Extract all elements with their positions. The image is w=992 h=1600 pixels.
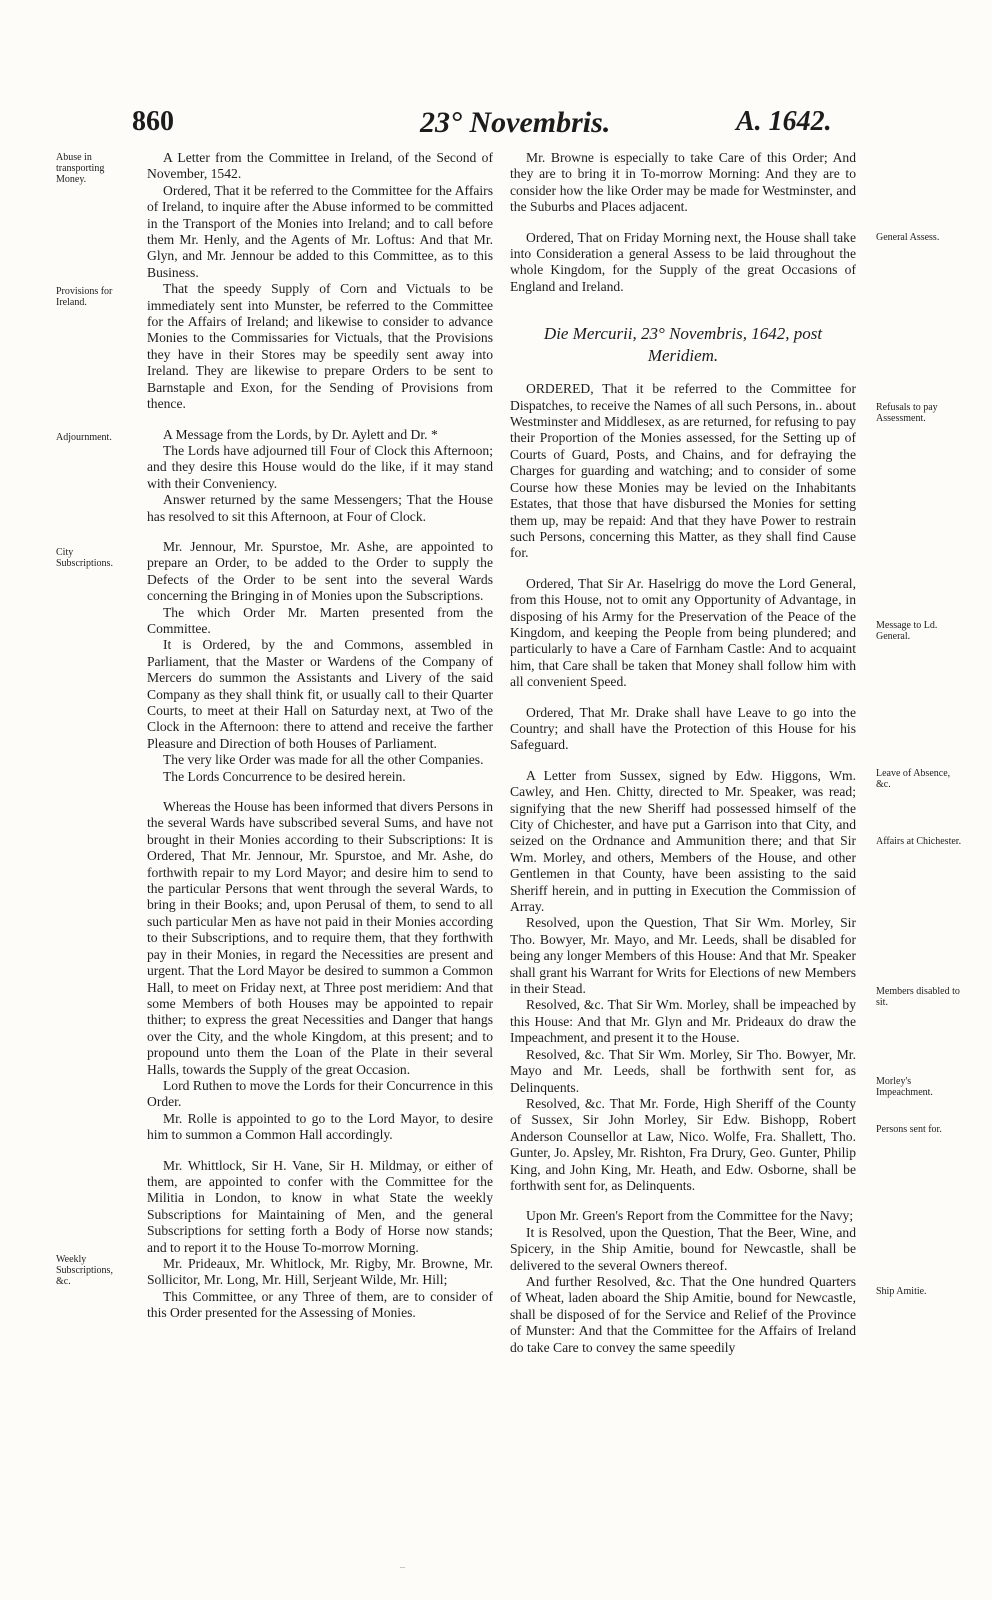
paragraph: Resolved, upon the Question, That Sir Wm. Morley, Sir Tho. Bowyer, Mr. Mayo, and Mr. Leeds, shall be disabled for being any longer Members of this House: And that Mr. Speaker shall grant his Warrant for Writs for Elections of new Members in their Stead. xyxy=(510,915,856,997)
paragraph: Ordered, That Sir Ar. Haselrigg do move the Lord General, from this House, not to omit any Opportunity of Advantage, in disposing of his Army for the Preservation of the Peace of the Kingdom, and keeping the People from being plundered; and particularly to have a Care of Farnham Castle: And to acquaint him, that Care shall be taken that Money shall follow him with all convenient Speed. xyxy=(510,575,856,690)
margin-note: Abuse in transporting Money. xyxy=(56,152,105,185)
paragraph: It is Ordered, by the and Commons, assembled in Parliament, that the Master or Wardens of the Company of Mercers do summon the Assistants and Livery of the said Company as they shall think fit, or usually call to their Quarter Courts, to meet at their Hall on Saturday next, at Two of the Clock in the Afternoon: there to attend and receive the farther Pleasure and Direction of both Houses of Parliament. xyxy=(147,637,493,751)
paragraph: Mr. Jennour, Mr. Spurstoe, Mr. Ashe, are appointed to prepare an Order, to be added to the Order to supply the Defects of the Order to be sent into the several Wards concerning the Bringing in of Monies upon the Subscriptions. xyxy=(147,538,493,604)
footer-mark-icon: ‒ xyxy=(400,1562,405,1573)
margin-note: Refusals to pay Assessment. xyxy=(876,402,938,424)
paragraph: The which Order Mr. Marten presented from the Committee. xyxy=(147,604,493,636)
margin-note: Members disabled to sit. xyxy=(876,986,960,1008)
margin-note: Affairs at Chichester. xyxy=(876,836,962,847)
paragraph: The Lords Concurrence to be desired herein. xyxy=(163,768,406,784)
page-header xyxy=(0,106,992,146)
margin-note: Ship Amitie. xyxy=(876,1286,927,1297)
paragraph: Ordered, That on Friday Morning next, the House shall take into Consideration a general Assess to be laid throughout the whole Kingdom, for the Supply of the great Occasions of England and Ireland. xyxy=(510,229,856,294)
paragraph: Upon Mr. Green's Report from the Committee for the Navy; xyxy=(526,1208,854,1224)
paragraph: It is Resolved, upon the Question, That the Beer, Wine, and Spicery, in the Ship Amitie, bound for Newcastle, shall be delivered to the several Owners thereof. xyxy=(510,1224,856,1273)
margin-note: Leave of Absence, &c. xyxy=(876,768,951,790)
margin-note: Adjournment. xyxy=(56,432,112,443)
paragraph: And further Resolved, &c. That the One hundred Quarters of Wheat, laden aboard the Ship Amitie, bound for Newcastle, shall be disposed of for the Service and Relief of the Province of Munster: And that the Committee for the Affairs of Ireland do take Care to convey the same speedily xyxy=(510,1273,856,1355)
paragraph: Ordered, That Mr. Drake shall have Leave to go into the Country; and shall have the Protection of this House for his Safeguard. xyxy=(510,704,856,753)
paragraph: Resolved, &c. That Sir Wm. Morley, shall be impeached by this House: And that Mr. Glyn and Mr. Prideaux do draw the Impeachment, and present it to the House. xyxy=(510,997,856,1046)
paragraph: Answer returned by the same Messengers; That the House has resolved to sit this Afternoon, at Four of Clock. xyxy=(147,492,493,524)
paragraph: This Committee, or any Three of them, are to consider of this Order presented for the Assessing of Monies. xyxy=(147,1288,493,1321)
page-year: A. 1642. xyxy=(736,106,832,137)
margin-note: Weekly Subscriptions, &c. xyxy=(56,1254,113,1287)
paragraph: A Letter from Sussex, signed by Edw. Higgons, Wm. Cawley, and Hen. Chitty, directed to Mr. Speaker, was read; signifying that the new Sheriff had possessed himself of the City of Chichester, and have put a Garrison into that City, and seized on the Ordnance and Ammunition there; and that Sir Wm. Morley, and others, Members of the House, and other Gentlemen in that County, have been assisting to the said Sheriff herein, and in putting in Execution the Commission of Array. xyxy=(510,767,856,915)
margin-note: City Subscriptions. xyxy=(56,547,113,569)
margin-note: Morley's Impeachment. xyxy=(876,1076,933,1098)
paragraph: ORDERED, That it be referred to the Committee for Dispatches, to receive the Names of all such Persons, in.. about Westminster and Middlesex, as are returned, for refusing to pay their Proportion of the Monies assessed, for the Setting up of Courts of Guard, Posts, and Chains, and for defraying the Charges for guarding and watching; and to consider of some Course how these Monies may be levied on the Inhabitants Estates, that those that have disbursed the Monies for setting them up, may be repaid: And that they have Power to restrain such Persons, concerning this Matter, as they shall find Cause for. xyxy=(510,381,856,561)
left-column xyxy=(147,150,493,1322)
paragraph: A Message from the Lords, by Dr. Aylett and Dr. * xyxy=(163,426,438,442)
paragraph: Resolved, &c. That Mr. Forde, High Sheriff of the County of Sussex, Sir John Morley, Sir Edw. Bishopp, Robert Anderson Counsellor at Law, Nico. Wolfe, Fra. Shallett, Tho. Gunter, Jo. Apsley, Mr. Rishton, Fra Drury, Geo. Gunter, Philip King, and John King, Mr. Heath, and Edw. Osborne, shall be forthwith sent for, as Delinquents. xyxy=(510,1095,856,1193)
margin-note: Persons sent for. xyxy=(876,1124,942,1135)
paragraph: Resolved, &c. That Sir Wm. Morley, Sir Tho. Bowyer, Mr. Mayo and Mr. Leeds, shall be forthwith sent for, as Delinquents. xyxy=(510,1046,856,1095)
page-number: 860 xyxy=(132,106,174,137)
page-date-heading: 23° Novembris. xyxy=(420,106,611,139)
paragraph: That the speedy Supply of Corn and Victuals to be immediately sent into Munster, be referred to the Committee for the Affairs of Ireland; and likewise to consider to advance Monies to the Commissaries for Victuals, that the Provisions they have in their Stores may be speedily sent away into Ireland. They are likewise to prepare Orders to be sent to Barnstaple and Exon, for the Sending of Provisions from thence. xyxy=(147,281,493,412)
paragraph: A Letter from the Committee in Ireland, of the Second of November, 1542. xyxy=(147,150,493,182)
section-heading: Die Mercurii, 23° Novembris, 1642, post Meridiem. xyxy=(543,324,823,366)
margin-note: Message to Ld. General. xyxy=(876,620,938,642)
paragraph: Whereas the House has been informed that divers Persons in the several Wards have subscribed several Sums, and have not brought in their Monies according to their Subscriptions: It is Ordered, That Mr. Jennour, Mr. Spurstoe, and Mr. Ashe, do forthwith repair to my Lord Mayor; and desire him to send to the particular Persons that went through the several Wards, to bring in their Books; and, upon Perusal of them, to send to all such particular Men as have not paid in their Monies according to their Subscriptions, and to require them, that they forthwith pay in their Monies, in regard the Necessities are present and urgent. That the Lord Mayor be desired to summon a Common Hall, to meet on Friday next, at Three post meridiem: And that some Members of both Houses may be appointed to repair thither; to express the great Necessities and Danger that hangs over the City, and the whole Kingdom, at this present; and to propound unto them the Loan of the Plate in their several Halls, towards the Supply of the great Occasion. xyxy=(147,799,493,1077)
paragraph: Mr. Rolle is appointed to go to the Lord Mayor, to desire him to summon a Common Hall accordingly. xyxy=(147,1110,493,1143)
paragraph: Mr. Browne is especially to take Care of this Order; And they are to bring it in To-morrow Morning: And they are to consider how the like Order may be made for Westminster, and the Suburbs and Places adjacent. xyxy=(510,150,856,215)
paragraph: Ordered, That it be referred to the Committee for the Affairs of Ireland, to inquire after the Abuse informed to be committed in the Transport of the Monies into Ireland; and to call before them Mr. Henly, and the Agents of Mr. Loftus: And that Mr. Glyn, and Mr. Jennour be added to this Committee, as to this Business. xyxy=(147,182,493,280)
paragraph: Mr. Whittlock, Sir H. Vane, Sir H. Mildmay, or either of them, are appointed to confer with the Committee for the Militia in London, to know in what State the weekly Subscriptions for Maintaining of Men, and the general Subscriptions for setting forth a Body of Horse now stands; and to report it to the House To-morrow Morning. xyxy=(147,1157,493,1255)
margin-note: Provisions for Ireland. xyxy=(56,286,113,308)
right-column xyxy=(510,150,856,1356)
paragraph: Lord Ruthen to move the Lords for their Concurrence in this Order. xyxy=(147,1077,493,1110)
margin-note: General Assess. xyxy=(876,232,940,243)
paragraph: The very like Order was made for all the other Companies. xyxy=(163,752,484,768)
paragraph: Mr. Prideaux, Mr. Whitlock, Mr. Rigby, Mr. Browne, Mr. Sollicitor, Mr. Long, Mr. Hill, Serjeant Wilde, Mr. Hill; xyxy=(147,1256,493,1288)
paragraph: The Lords have adjourned till Four of Clock this Afternoon; and they desire this House would do the like, if it may stand with their Conveniency. xyxy=(147,442,493,491)
